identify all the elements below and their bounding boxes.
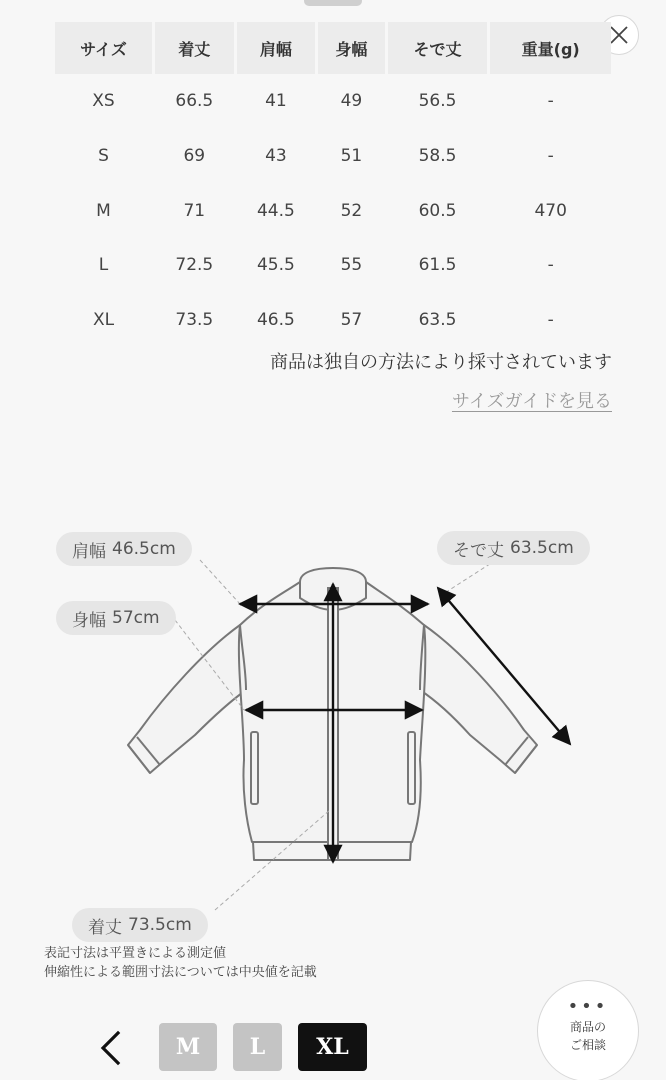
- chevron-left-icon: [98, 1030, 122, 1066]
- measure-note: 商品は独自の方法により採寸されています: [270, 352, 612, 373]
- table-cell: 60.5: [418, 200, 457, 221]
- sleeve-label-value: 63.5cm: [510, 538, 574, 558]
- table-cell: XS: [92, 91, 115, 112]
- length-label: [72, 908, 208, 942]
- more-dots-icon: •••: [567, 996, 609, 1017]
- size-button-m[interactable]: M: [159, 1023, 217, 1071]
- table-cell: 57: [340, 310, 363, 331]
- table-cell: M: [96, 200, 111, 221]
- table-cell: 71: [183, 200, 206, 221]
- header-weight: 重量(g): [490, 22, 611, 74]
- table-cell: 43: [265, 146, 287, 167]
- table-cell: 56.5: [418, 91, 457, 112]
- shoulder-label: [56, 532, 192, 566]
- table-cell: 51: [340, 146, 363, 167]
- table-cell: 44.5: [256, 200, 295, 221]
- length-label-value: 73.5cm: [128, 915, 192, 935]
- table-cell: L: [98, 255, 109, 276]
- size-button-xl[interactable]: XL: [298, 1023, 367, 1071]
- table-cell: -: [547, 310, 554, 331]
- table-cell: 55: [340, 255, 363, 276]
- footnote: [44, 944, 317, 982]
- consult-button[interactable]: [537, 980, 639, 1080]
- table-cell: 73.5: [175, 310, 214, 331]
- size-guide-link[interactable]: サイズガイドを見る: [451, 391, 612, 412]
- length-label-name: 着丈: [88, 917, 122, 938]
- chest-label-name: 身幅: [72, 610, 106, 631]
- footnote-line: 表記寸法は平置きによる測定値: [44, 946, 227, 961]
- header-shoulder: 肩幅: [237, 22, 316, 74]
- table-cell: 63.5: [418, 310, 457, 331]
- table-cell: 41: [265, 91, 287, 112]
- header-chest: 身幅: [318, 22, 384, 74]
- table-cell: 58.5: [418, 146, 457, 167]
- table-cell: 49: [340, 91, 363, 112]
- chest-label-value: 57cm: [112, 608, 160, 628]
- header-length: 着丈: [155, 22, 234, 74]
- table-cell: -: [547, 146, 554, 167]
- table-cell: -: [547, 255, 554, 276]
- table-cell: 45.5: [256, 255, 295, 276]
- table-cell: 470: [534, 200, 567, 221]
- consult-label: 商品の ご相談: [569, 1020, 606, 1052]
- table-cell: 61.5: [418, 255, 457, 276]
- header-size: サイズ: [55, 22, 152, 74]
- table-cell: S: [98, 146, 109, 167]
- table-cell: XL: [92, 310, 115, 331]
- shoulder-label-value: 46.5cm: [112, 539, 176, 559]
- table-cell: 46.5: [256, 310, 295, 331]
- table-cell: 66.5: [175, 91, 214, 112]
- size-button-l[interactable]: L: [233, 1023, 282, 1071]
- chest-label: [56, 601, 176, 635]
- table-cell: 52: [340, 200, 363, 221]
- shoulder-label-name: 肩幅: [72, 541, 106, 562]
- back-button[interactable]: [90, 1026, 130, 1070]
- footnote-line: 伸縮性による範囲寸法については中央値を記載: [44, 965, 317, 980]
- table-cell: 69: [183, 146, 206, 167]
- sleeve-label: [437, 531, 590, 565]
- table-cell: -: [547, 91, 554, 112]
- sleeve-label-name: そで丈: [453, 540, 504, 561]
- table-cell: 72.5: [175, 255, 214, 276]
- header-sleeve: そで丈: [388, 22, 488, 74]
